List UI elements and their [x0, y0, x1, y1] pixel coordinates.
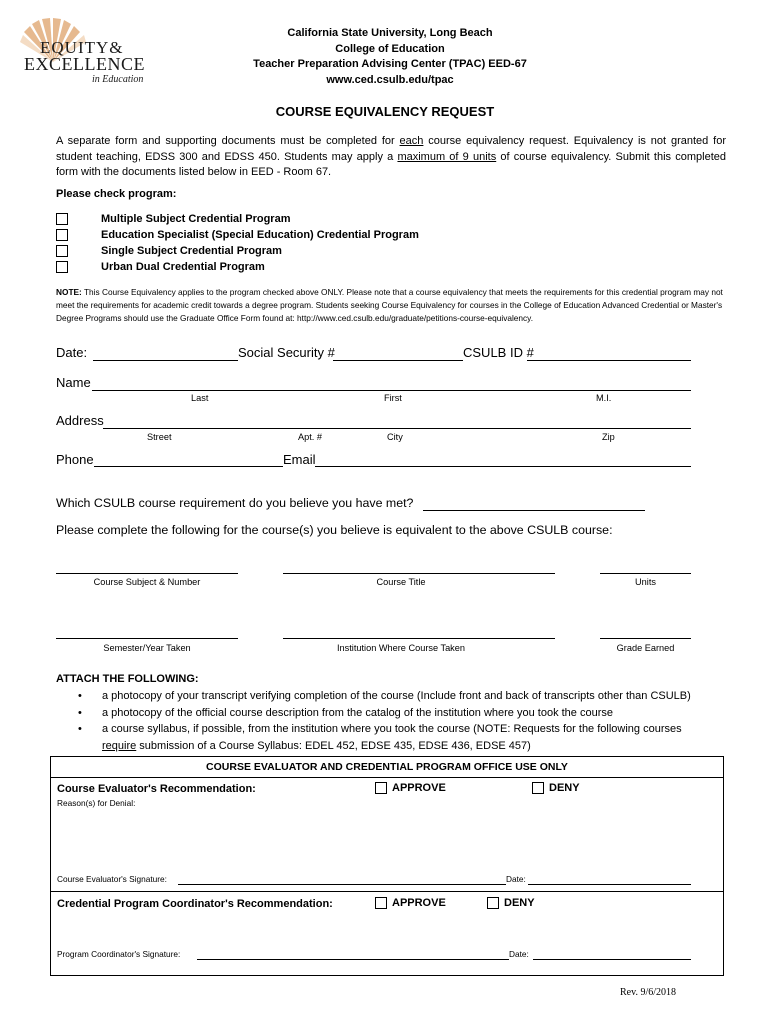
logo-text-equity: EQUITY&: [40, 38, 124, 57]
header-center: Teacher Preparation Advising Center (TPAC) EED-67: [253, 58, 527, 70]
checkbox[interactable]: [56, 229, 68, 241]
course-instruction: Please complete the following for the course(s) you believe is equivalent to the above CSULB course:: [56, 523, 613, 537]
list-item: • a photocopy of the official course description from the catalog of the institution where you took the course: [56, 705, 691, 722]
apt-caption: Apt. #: [298, 432, 323, 442]
program-option-education-specialist[interactable]: Education Specialist (Special Education) Credential Program: [56, 227, 419, 243]
list-item: • a course syllabus, if possible, from the institution where you took the course (NOTE: Requests for the following courses require submission of a Course Syllabus: EDEL 452, EDSE 435, EDSE 436, EDSE 457): [78, 723, 682, 753]
units-caption: Units: [635, 577, 656, 587]
middle-initial-caption: M.I.: [596, 393, 612, 403]
course-title-caption: Course Title: [376, 577, 426, 587]
attachments-list: [56, 688, 691, 755]
evaluator-signature-label: Course Evaluator's Signature:: [57, 874, 167, 884]
evaluator-date-label: Date:: [506, 874, 526, 884]
coordinator-signature-label: Program Coordinator's Signature:: [57, 949, 181, 959]
coordinator-approve-option[interactable]: APPROVE: [375, 897, 446, 909]
attachments-heading: ATTACH THE FOLLOWING:: [56, 673, 199, 685]
units-field[interactable]: [600, 573, 691, 574]
program-option-single-subject[interactable]: Single Subject Credential Program: [56, 243, 419, 259]
evaluator-approve-option[interactable]: APPROVE: [375, 782, 446, 794]
bullet-icon: •: [78, 723, 82, 736]
course-subject-number-field[interactable]: [56, 573, 238, 574]
grade-caption: Grade Earned: [616, 643, 675, 653]
checkbox[interactable]: [375, 782, 387, 794]
evaluator-date-field[interactable]: [528, 884, 691, 885]
denial-reasons-label: Reason(s) for Denial:: [57, 798, 136, 808]
address-label: Address: [56, 413, 104, 428]
coordinator-deny-option[interactable]: DENY: [487, 897, 535, 909]
date-label: Date:: [56, 345, 88, 360]
checkbox[interactable]: [56, 245, 68, 257]
bullet-icon: •: [78, 689, 82, 702]
header-url[interactable]: www.ced.csulb.edu/tpac: [326, 73, 454, 86]
header-college: College of Education: [335, 42, 445, 55]
address-field[interactable]: [103, 428, 691, 429]
ssn-label: Social Security #: [238, 345, 335, 360]
logo-text-excellence: EXCELLENCE: [24, 54, 145, 74]
semester-year-caption: Semester/Year Taken: [103, 643, 191, 653]
phone-field[interactable]: [94, 466, 283, 467]
csulb-id-field[interactable]: [527, 360, 691, 361]
course-subject-number-caption: Course Subject & Number: [93, 577, 201, 587]
program-options: [56, 211, 419, 275]
course-requirement-field[interactable]: [423, 510, 645, 511]
revision-date: Rev. 9/6/2018: [620, 987, 677, 998]
coordinator-recommendation-label: Credential Program Coordinator's Recommendation:: [57, 898, 333, 910]
city-caption: City: [387, 432, 403, 442]
zip-caption: Zip: [602, 432, 615, 442]
list-item: • a photocopy of your transcript verifying completion of the course (Include front and back of transcripts other than CSULB): [56, 688, 691, 705]
logo-text-in-education: in Education: [92, 74, 144, 85]
institution-field[interactable]: [283, 638, 555, 639]
last-name-caption: Last: [191, 393, 209, 403]
checkbox[interactable]: [56, 213, 68, 225]
coordinator-date-label: Date:: [509, 949, 529, 959]
office-use-box: [50, 756, 724, 976]
semester-year-field[interactable]: [56, 638, 238, 639]
equity-excellence-logo: [18, 18, 145, 88]
checkbox[interactable]: [532, 782, 544, 794]
course-requirement-question: Which CSULB course requirement do you believe you have met?: [56, 496, 414, 510]
name-field[interactable]: [92, 390, 691, 391]
bullet-icon: •: [78, 706, 82, 719]
institution-caption: Institution Where Course Taken: [336, 643, 465, 653]
email-label: Email: [283, 452, 316, 467]
street-caption: Street: [147, 432, 172, 442]
date-field[interactable]: [93, 360, 238, 361]
program-option-urban-dual[interactable]: Urban Dual Credential Program: [56, 259, 419, 275]
section-divider: [51, 891, 723, 892]
form-title: COURSE EQUIVALENCY REQUEST: [275, 104, 495, 119]
coordinator-date-field[interactable]: [533, 959, 691, 960]
course-title-field[interactable]: [283, 573, 555, 574]
checkbox[interactable]: [487, 897, 499, 909]
program-note: NOTE: This Course Equivalency applies to the program checked above ONLY. Please note that a course equivalency that meets the requirements for this credential program may not meet the requirements for academic credit towards a degree program. Students seeking Course Equivalency for courses in the College of Education Advanced Credential or Master's Degree Programs should use the Graduate Office Form found at: http://www.ced.csulb.edu/graduate/petitions-course-equivalency.: [56, 287, 723, 323]
first-name-caption: First: [384, 393, 402, 403]
grade-field[interactable]: [600, 638, 691, 639]
phone-label: Phone: [56, 452, 94, 467]
program-label: Please check program:: [56, 188, 177, 200]
coordinator-signature-field[interactable]: [197, 959, 509, 960]
checkbox[interactable]: [375, 897, 387, 909]
csulb-id-label: CSULB ID #: [463, 345, 534, 360]
evaluator-deny-option[interactable]: DENY: [532, 782, 580, 794]
evaluator-signature-field[interactable]: [178, 884, 506, 885]
email-field[interactable]: [315, 466, 691, 467]
ssn-field[interactable]: [333, 360, 463, 361]
header-university: California State University, Long Beach: [287, 27, 493, 39]
intro-paragraph: A separate form and supporting documents must be completed for each course equivalency request. Equivalency is not granted for student teaching, EDSS 300 and EDSS 450. Students may apply a maximum of 9 units of course equivalency. Submit this completed form with the documents listed below in EED - Room 67.: [56, 135, 727, 178]
office-use-heading: COURSE EVALUATOR AND CREDENTIAL PROGRAM OFFICE USE ONLY: [51, 757, 723, 778]
attachments-section: [56, 671, 691, 755]
program-option-multiple-subject[interactable]: Multiple Subject Credential Program: [56, 211, 419, 227]
checkbox[interactable]: [56, 261, 68, 273]
evaluator-recommendation-label: Course Evaluator's Recommendation:: [57, 783, 256, 795]
name-label: Name: [56, 375, 91, 390]
